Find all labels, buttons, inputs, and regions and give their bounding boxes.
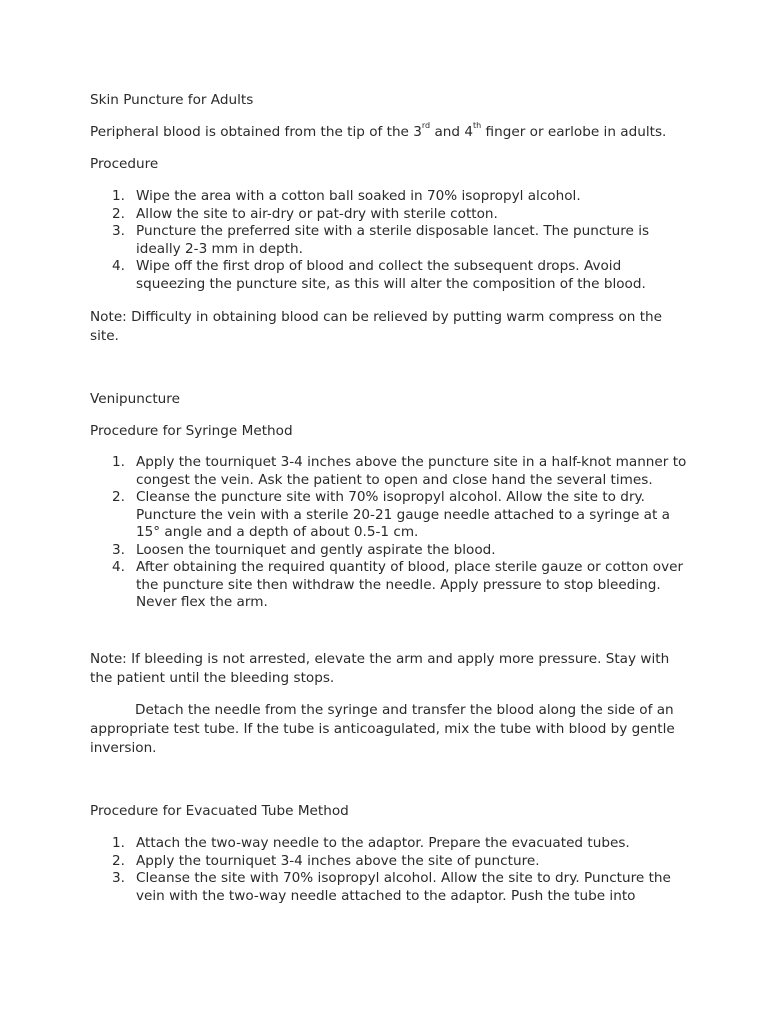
list-item-text: Cleanse the site with 70% isopropyl alcohol. Allow the site to dry. Puncture the vein with the two-way needle attached to the adaptor. Push the tube into — [136, 870, 671, 904]
skin-puncture-note: Note: Difficulty in obtaining blood can be relieved by putting warm compress on the site. — [90, 309, 663, 344]
list-item — [90, 853, 690, 871]
evacuated-tube-procedure-list — [90, 835, 690, 905]
list-item-text: After obtaining the required quantity of blood, place sterile gauze or cotton over the puncture site then withdraw the needle. Apply pressure to stop bleeding. Never flex the arm. — [136, 559, 684, 610]
syringe-procedure-list — [90, 454, 690, 612]
list-item — [90, 559, 690, 612]
list-item — [90, 188, 690, 206]
list-item-text: Allow the site to air-dry or pat-dry with sterile cotton. — [136, 205, 498, 222]
list-item — [90, 258, 690, 293]
list-number: 2. — [112, 205, 125, 222]
list-number: 4. — [112, 559, 125, 575]
syringe-detach-paragraph: Detach the needle from the syringe and transfer the blood along the side of an appropriate test tube. If the tube is anticoagulated, mix the tube with blood by gentle inversion. — [90, 702, 675, 756]
list-number: 1. — [112, 835, 125, 851]
list-item-text: Loosen the tourniquet and gently aspirate the blood. — [136, 541, 496, 558]
list-item — [90, 223, 690, 258]
list-item-text: Apply the tourniquet 3-4 inches above the site of puncture. — [136, 852, 540, 869]
list-number: 4. — [112, 258, 125, 274]
intro-superscript-th: th — [473, 121, 482, 131]
list-number: 3. — [112, 870, 125, 886]
evacuated-tube-heading: Procedure for Evacuated Tube Method — [90, 803, 349, 819]
list-item-text: Puncture the preferred site with a sterile disposable lancet. The puncture is ideally 2-3 mm in depth. — [136, 223, 650, 257]
list-number: 2. — [112, 489, 125, 505]
syringe-method-note: Note: If bleeding is not arrested, elevate the arm and apply more pressure. Stay with the patient until the bleeding stops. — [90, 651, 670, 686]
list-number: 3. — [112, 541, 125, 558]
list-number: 1. — [112, 188, 125, 204]
list-item — [90, 835, 690, 853]
list-item — [90, 454, 690, 489]
intro-text-end: finger or earlobe in adults. — [481, 124, 667, 140]
skin-procedure-heading: Procedure — [90, 156, 159, 172]
list-item — [90, 489, 690, 542]
list-item — [90, 206, 690, 224]
list-item-text: Cleanse the puncture site with 70% isopropyl alcohol. Allow the site to dry. Puncture the vein with a sterile 20-21 gauge needle attached to a syringe at a 15° angle and a depth of about 0.5-1 cm. — [136, 489, 670, 540]
skin-puncture-title: Skin Puncture for Adults — [90, 92, 254, 108]
list-item-text: Wipe the area with a cotton ball soaked in 70% isopropyl alcohol. — [136, 188, 581, 204]
list-item — [90, 870, 690, 905]
syringe-method-heading: Procedure for Syringe Method — [90, 423, 293, 439]
list-item — [90, 542, 690, 560]
intro-superscript-rd: rd — [421, 121, 431, 131]
list-item-text: Wipe off the first drop of blood and collect the subsequent drops. Avoid squeezing the puncture site, as this will alter the composition of the blood. — [136, 258, 646, 292]
skin-puncture-intro — [90, 123, 690, 142]
list-item-text: Apply the tourniquet 3-4 inches above the puncture site in a half-knot manner to congest the vein. Ask the patient to open and close hand the several times. — [136, 454, 687, 488]
skin-procedure-list — [90, 188, 690, 293]
intro-text-middle: and 4 — [430, 124, 474, 140]
list-item-text: Attach the two-way needle to the adaptor. Prepare the evacuated tubes. — [136, 835, 630, 851]
list-number: 3. — [112, 223, 125, 239]
list-number: 2. — [112, 852, 125, 869]
venipuncture-title: Venipuncture — [90, 391, 180, 407]
list-number: 1. — [112, 454, 125, 470]
intro-text-start: Peripheral blood is obtained from the tip of the 3 — [90, 124, 422, 140]
